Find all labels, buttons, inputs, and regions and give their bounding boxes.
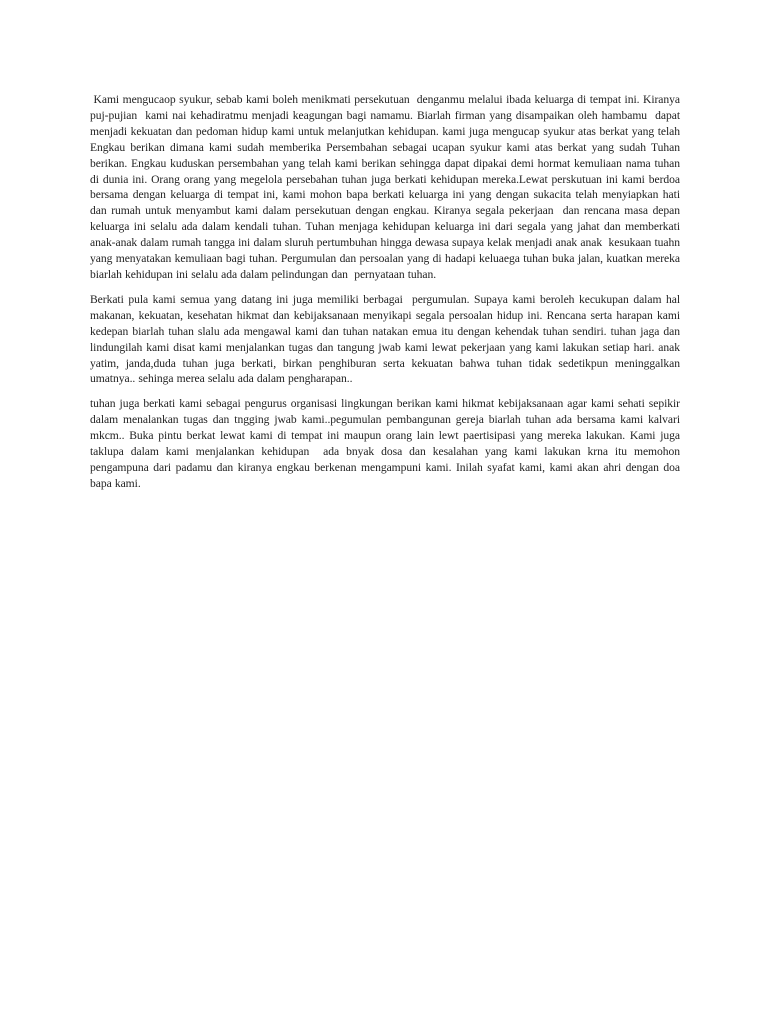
prayer-paragraph-2: Berkati pula kami semua yang datang ini juga memiliki berbagai pergumulan. Supaya kami beroleh kecukupan dalam hal makanan, kekuatan, kesehatan hikmat dan kebijaksanaan menyikapi segala persoalan hidup ini. Rencana serta harapan kami kedepan biarlah tuhan slalu ada mengawal kami dan tuhan natakan emua itu dengan kehendak tuhan sendiri. tuhan jaga dan lindungilah kami disat kami menjalankan tugas dan tangung jwab kami lewat pekerjaan yang kami lakukan setiap hari. anak yatim, janda,duda tuhan juga berkati, birkan penghiburan serta kekuatan bahwa tuhan tidak sedetikpun meninggalkan umatnya.. sehinga merea selalu ada dalam pengharapan.. <box>90 292 684 386</box>
prayer-paragraph-3: tuhan juga berkati kami sebagai pengurus organisasi lingkungan berikan kami hikmat kebijaksanaan agar kami sehati sepikir dalam menalankan tugas dan tngging jwab kami..pegumulan pembangunan gereja biarlah tuhan ada bersama kami kalvari mkcm.. Buka pintu berkat lewat kami di tempat ini maupun orang lain lewt paertisipasi yang mereka lakukan. Kami juga taklupa dalam kami menjalankan kehidupan ada bnyak dosa dan kesalahan yang kami lakukan krna itu memohon pengampuna dari padamu dan kiranya engkau berkenan mengampuni kami. Inilah syafat kami, kami akan ahri dengan doa bapa kami. <box>90 397 684 490</box>
prayer-paragraph-1: Kami mengucaop syukur, sebab kami boleh menikmati persekutuan denganmu melalui ibada keluarga di tempat ini. Kiranya puj-pujian kami nai kehadiratmu menjadi keagungan bagi namamu. Biarlah firman yang disampaikan oleh hambamu dapat menjadi kekuatan dan pedoman hidup kami untuk melanjutkan kehidupan. kami juga mengucap syukur atas berkat yang telah Engkau berikan dimana kami sudah memberika Persembahan sebagai ucapan syukur kami atas berkat yang sudah Tuhan berikan. Engkau kuduskan persembahan yang telah kami berikan sehingga dapat dipakai demi hormat kemuliaan nama tuhan di dunia ini. Orang orang yang megelola persebahan tuhan juga berkati kehidupan mereka.Lewat perskutuan ini kami berdoa bersama dengan keluarga di tempat ini, kami mohon bapa berkati keluarga ini yang dengan sukacita telah menyiapkan hati dan rumah untuk menyambut kami dalam persekutuan dengan engkau. Kiranya segala pekerjaan dan rencana masa depan keluarga ini selalu ada dalam kendali tuhan. Tuhan menjaga kehidupan keluarga ini dari segala yang jahat dan memberkati anak-anak dalam rumah tangga ini dalam sluruh pertumbuhan hingga dewasa supaya kelak menjadi anak anak kesukaan tuahn yang menyatakan kemuliaan bagi tuhan. Pergumulan dan persoalan yang di hadapi keluaega tuhan buka jalan, kuatkan mereka biarlah kehidupan ini selalu ada dalam pelindungan dan pernyataan tuhan. <box>90 93 687 281</box>
